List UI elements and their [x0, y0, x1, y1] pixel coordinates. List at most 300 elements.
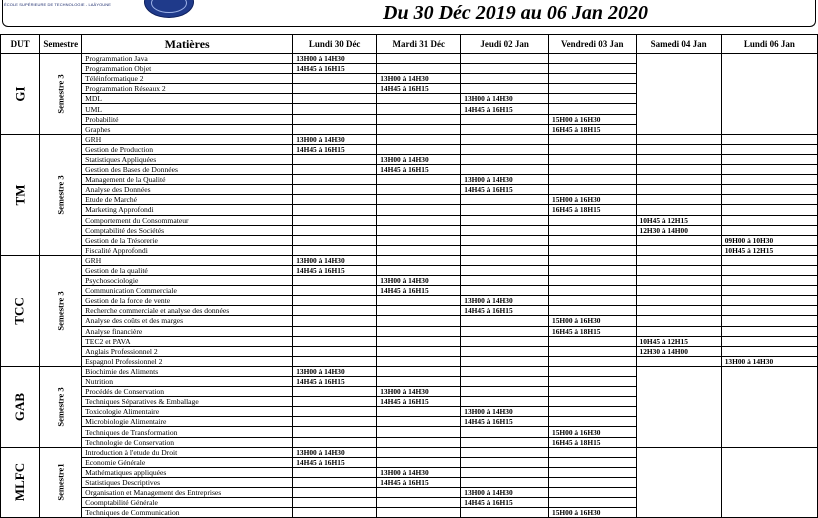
exam-slot: 14H45 à 16H15	[293, 457, 377, 467]
dut-name: GI	[12, 86, 28, 102]
subject-cell: GRH	[82, 255, 293, 265]
semestre-label	[40, 134, 82, 255]
empty-slot	[293, 467, 377, 477]
empty-slot	[461, 144, 549, 154]
semestre-name: Semestre 3	[55, 74, 66, 114]
schedule-table	[0, 34, 818, 518]
dut-label	[1, 54, 40, 135]
empty-slot	[461, 397, 549, 407]
empty-slot	[377, 265, 461, 275]
table-row	[1, 144, 818, 154]
empty-slot	[293, 205, 377, 215]
empty-slot	[549, 185, 636, 195]
empty-slot	[293, 185, 377, 195]
empty-day-block	[636, 447, 721, 518]
exam-slot: 14H45 à 16H15	[293, 265, 377, 275]
col-matieres: Matières	[82, 35, 293, 54]
empty-slot	[293, 215, 377, 225]
table-row	[1, 336, 818, 346]
empty-slot	[721, 154, 817, 164]
subject-cell: Procédés de Conservation	[82, 387, 293, 397]
empty-slot	[549, 346, 636, 356]
school-name: ÉCOLE SUPÉRIEURE DE TECHNOLOGIE - LAÂYOUNE	[4, 2, 112, 7]
empty-slot	[549, 94, 636, 104]
empty-slot	[377, 346, 461, 356]
empty-slot	[549, 255, 636, 265]
table-row	[1, 134, 818, 144]
empty-slot	[549, 417, 636, 427]
empty-slot	[293, 397, 377, 407]
empty-slot	[293, 296, 377, 306]
table-row	[1, 185, 818, 195]
table-row	[1, 245, 818, 255]
table-row	[1, 296, 818, 306]
empty-slot	[377, 225, 461, 235]
exam-slot: 14H45 à 16H15	[293, 144, 377, 154]
exam-slot: 13H00 à 14H30	[377, 387, 461, 397]
empty-slot	[293, 508, 377, 518]
empty-slot	[636, 165, 721, 175]
empty-slot	[636, 205, 721, 215]
empty-slot	[293, 114, 377, 124]
empty-slot	[293, 498, 377, 508]
empty-slot	[377, 104, 461, 114]
exam-slot: 13H00 à 14H30	[293, 134, 377, 144]
semestre-label	[40, 255, 82, 366]
semestre-label	[40, 366, 82, 447]
empty-slot	[549, 306, 636, 316]
empty-slot	[636, 185, 721, 195]
empty-slot	[549, 276, 636, 286]
empty-slot	[549, 356, 636, 366]
exam-slot: 14H45 à 16H15	[293, 64, 377, 74]
empty-slot	[293, 195, 377, 205]
empty-slot	[549, 387, 636, 397]
empty-slot	[377, 255, 461, 265]
empty-slot	[549, 498, 636, 508]
empty-slot	[293, 175, 377, 185]
empty-slot	[549, 134, 636, 144]
empty-slot	[549, 457, 636, 467]
empty-slot	[461, 356, 549, 366]
subject-cell: Psychosociologie	[82, 276, 293, 286]
empty-slot	[636, 265, 721, 275]
table-row	[1, 265, 818, 275]
col-semestre: Semestre	[40, 35, 82, 54]
empty-slot	[461, 245, 549, 255]
empty-slot	[549, 165, 636, 175]
empty-slot	[293, 326, 377, 336]
exam-slot: 15H00 à 16H30	[549, 427, 636, 437]
empty-slot	[461, 205, 549, 215]
empty-slot	[549, 265, 636, 275]
empty-slot	[461, 437, 549, 447]
empty-slot	[377, 427, 461, 437]
empty-slot	[293, 356, 377, 366]
exam-slot: 14H45 à 16H15	[461, 306, 549, 316]
empty-slot	[721, 215, 817, 225]
table-row	[1, 286, 818, 296]
empty-slot	[293, 84, 377, 94]
dut-name: MLFC	[12, 463, 28, 502]
empty-slot	[549, 377, 636, 387]
semestre-name: Semestre1	[55, 463, 66, 502]
empty-slot	[461, 134, 549, 144]
empty-slot	[461, 387, 549, 397]
table-row	[1, 195, 818, 205]
subject-cell: Mathématiques appliquées	[82, 467, 293, 477]
exam-slot: 13H00 à 14H30	[293, 255, 377, 265]
empty-slot	[549, 245, 636, 255]
empty-slot	[377, 235, 461, 245]
empty-slot	[721, 336, 817, 346]
table-row	[1, 316, 818, 326]
empty-slot	[549, 235, 636, 245]
empty-slot	[549, 84, 636, 94]
subject-cell: Programmation Réseaux 2	[82, 84, 293, 94]
empty-slot	[461, 508, 549, 518]
empty-slot	[721, 326, 817, 336]
subject-cell: Economie Générale	[82, 457, 293, 467]
exam-slot: 13H00 à 14H30	[721, 356, 817, 366]
col-day: Samedi 04 Jan	[636, 35, 721, 54]
exam-slot: 13H00 à 14H30	[461, 488, 549, 498]
empty-slot	[377, 377, 461, 387]
empty-slot	[636, 175, 721, 185]
subject-cell: Etude de Marché	[82, 195, 293, 205]
empty-slot	[461, 265, 549, 275]
empty-slot	[636, 316, 721, 326]
subject-cell: GRH	[82, 134, 293, 144]
exam-slot: 13H00 à 14H30	[461, 407, 549, 417]
table-row	[1, 447, 818, 457]
semestre-name: Semestre 3	[55, 291, 66, 331]
exam-slot: 16H45 à 18H15	[549, 437, 636, 447]
empty-slot	[721, 265, 817, 275]
exam-slot: 12H30 à 14H00	[636, 225, 721, 235]
table-row	[1, 346, 818, 356]
dut-label	[1, 255, 40, 366]
exam-slot: 10H45 à 12H15	[721, 245, 817, 255]
empty-slot	[721, 185, 817, 195]
empty-slot	[461, 477, 549, 487]
table-row	[1, 326, 818, 336]
exam-slot: 15H00 à 16H30	[549, 316, 636, 326]
exam-slot: 14H45 à 16H15	[377, 397, 461, 407]
header-row	[1, 35, 818, 54]
empty-slot	[293, 154, 377, 164]
exam-slot: 15H00 à 16H30	[549, 195, 636, 205]
empty-day-block	[721, 366, 817, 447]
empty-slot	[636, 195, 721, 205]
empty-slot	[549, 467, 636, 477]
table-row	[1, 165, 818, 175]
empty-slot	[293, 245, 377, 255]
empty-slot	[461, 255, 549, 265]
exam-slot: 14H45 à 16H15	[461, 104, 549, 114]
col-day: Jeudi 02 Jan	[461, 35, 549, 54]
empty-slot	[636, 245, 721, 255]
subject-cell: Téléinformatique 2	[82, 74, 293, 84]
empty-slot	[461, 467, 549, 477]
table-row	[1, 54, 818, 64]
subject-cell: Toxicologie Alimentaire	[82, 407, 293, 417]
empty-slot	[293, 427, 377, 437]
empty-slot	[461, 154, 549, 164]
empty-slot	[377, 54, 461, 64]
empty-slot	[461, 64, 549, 74]
dut-name: TM	[12, 184, 28, 206]
subject-cell: Anglais Professionnel 2	[82, 346, 293, 356]
empty-slot	[293, 306, 377, 316]
empty-slot	[721, 134, 817, 144]
subject-cell: Organisation et Management des Entreprises	[82, 488, 293, 498]
empty-slot	[377, 326, 461, 336]
subject-cell: Analyse des Données	[82, 185, 293, 195]
exam-slot: 13H00 à 14H30	[461, 94, 549, 104]
empty-slot	[549, 104, 636, 114]
subject-cell: Probabilité	[82, 114, 293, 124]
subject-cell: Comportement du Consommateur	[82, 215, 293, 225]
dut-label	[1, 366, 40, 447]
empty-slot	[461, 215, 549, 225]
empty-slot	[377, 366, 461, 376]
empty-slot	[461, 457, 549, 467]
empty-slot	[377, 215, 461, 225]
empty-slot	[461, 84, 549, 94]
empty-slot	[377, 306, 461, 316]
subject-cell: Techniques de Transformation	[82, 427, 293, 437]
empty-slot	[293, 225, 377, 235]
subject-cell: TEC2 et PAVA	[82, 336, 293, 346]
table-row	[1, 225, 818, 235]
subject-cell: Statistiques Descriptives	[82, 477, 293, 487]
subject-cell: Comptabilité des Sociétés	[82, 225, 293, 235]
empty-slot	[461, 114, 549, 124]
empty-slot	[377, 64, 461, 74]
subject-cell: Gestion de la Trésorerie	[82, 235, 293, 245]
empty-slot	[549, 477, 636, 487]
empty-slot	[549, 154, 636, 164]
col-day: Lundi 06 Jan	[721, 35, 817, 54]
exam-slot: 16H45 à 18H15	[549, 124, 636, 134]
dut-label	[1, 134, 40, 255]
empty-slot	[549, 397, 636, 407]
empty-slot	[377, 296, 461, 306]
empty-slot	[549, 286, 636, 296]
empty-slot	[293, 74, 377, 84]
subject-cell: Fiscalité Approfondi	[82, 245, 293, 255]
empty-slot	[377, 175, 461, 185]
empty-slot	[721, 165, 817, 175]
col-day: Lundi 30 Déc	[293, 35, 377, 54]
subject-cell: UML	[82, 104, 293, 114]
empty-slot	[461, 427, 549, 437]
empty-slot	[549, 74, 636, 84]
empty-slot	[636, 286, 721, 296]
empty-slot	[461, 74, 549, 84]
subject-cell: Management de la Qualité	[82, 175, 293, 185]
empty-slot	[721, 346, 817, 356]
empty-slot	[549, 225, 636, 235]
empty-slot	[549, 54, 636, 64]
table-row	[1, 306, 818, 316]
empty-slot	[377, 144, 461, 154]
empty-slot	[549, 407, 636, 417]
empty-slot	[377, 356, 461, 366]
subject-cell: Technologie de Conservation	[82, 437, 293, 447]
semestre-label	[40, 54, 82, 135]
subject-cell: Graphes	[82, 124, 293, 134]
page-header	[0, 0, 818, 34]
exam-slot: 10H45 à 12H15	[636, 336, 721, 346]
empty-slot	[549, 336, 636, 346]
empty-slot	[636, 255, 721, 265]
table-row	[1, 205, 818, 215]
table-row	[1, 366, 818, 376]
table-row	[1, 276, 818, 286]
exam-slot: 12H30 à 14H00	[636, 346, 721, 356]
empty-slot	[721, 175, 817, 185]
empty-slot	[549, 64, 636, 74]
empty-slot	[721, 225, 817, 235]
col-dut: DUT	[1, 35, 40, 54]
empty-slot	[377, 417, 461, 427]
subject-cell: Analyse financière	[82, 326, 293, 336]
empty-slot	[721, 296, 817, 306]
subject-cell: Communication Commerciale	[82, 286, 293, 296]
empty-day-block	[721, 54, 817, 135]
empty-slot	[461, 276, 549, 286]
empty-slot	[293, 276, 377, 286]
empty-slot	[293, 104, 377, 114]
subject-cell: Statistiques Appliquées	[82, 154, 293, 164]
empty-slot	[293, 407, 377, 417]
empty-slot	[461, 346, 549, 356]
exam-slot: 13H00 à 14H30	[377, 276, 461, 286]
empty-slot	[549, 296, 636, 306]
empty-slot	[721, 276, 817, 286]
semestre-name: Semestre 3	[55, 175, 66, 215]
empty-slot	[636, 326, 721, 336]
empty-slot	[461, 447, 549, 457]
subject-cell: Nutrition	[82, 377, 293, 387]
empty-slot	[293, 165, 377, 175]
empty-day-block	[636, 54, 721, 135]
empty-slot	[461, 316, 549, 326]
exam-slot: 13H00 à 14H30	[461, 296, 549, 306]
empty-slot	[377, 498, 461, 508]
empty-slot	[377, 114, 461, 124]
empty-slot	[293, 286, 377, 296]
subject-cell: Gestion de la qualité	[82, 265, 293, 275]
exam-slot: 16H45 à 18H15	[549, 205, 636, 215]
exam-slot: 13H00 à 14H30	[377, 74, 461, 84]
col-day: Vendredi 03 Jan	[549, 35, 636, 54]
table-row	[1, 235, 818, 245]
empty-slot	[293, 488, 377, 498]
col-day: Mardi 31 Déc	[377, 35, 461, 54]
empty-slot	[636, 356, 721, 366]
table-row	[1, 175, 818, 185]
empty-slot	[377, 124, 461, 134]
exam-slot: 14H45 à 16H15	[461, 498, 549, 508]
empty-slot	[721, 195, 817, 205]
semestre-name: Semestre 3	[55, 387, 66, 427]
exam-slot: 16H45 à 18H15	[549, 326, 636, 336]
empty-slot	[636, 154, 721, 164]
table-row	[1, 255, 818, 265]
subject-cell: Techniques de Communication	[82, 508, 293, 518]
empty-slot	[377, 336, 461, 346]
exam-slot: 14H45 à 16H15	[377, 84, 461, 94]
empty-slot	[636, 276, 721, 286]
empty-slot	[461, 225, 549, 235]
empty-slot	[636, 296, 721, 306]
subject-cell: MDL	[82, 94, 293, 104]
empty-slot	[461, 54, 549, 64]
empty-slot	[721, 316, 817, 326]
empty-slot	[377, 447, 461, 457]
exam-slot: 13H00 à 14H30	[377, 467, 461, 477]
empty-slot	[549, 488, 636, 498]
empty-slot	[461, 124, 549, 134]
exam-schedule	[0, 34, 818, 518]
empty-slot	[293, 94, 377, 104]
exam-slot: 10H45 à 12H15	[636, 215, 721, 225]
subject-cell: Techniques Séparatives & Emballage	[82, 397, 293, 407]
empty-slot	[293, 336, 377, 346]
subject-cell: Introduction à l'etude du Droit	[82, 447, 293, 457]
subject-cell: Programmation Java	[82, 54, 293, 64]
empty-slot	[721, 286, 817, 296]
subject-cell: Coomptabilité Générale	[82, 498, 293, 508]
exam-slot: 14H45 à 16H15	[377, 286, 461, 296]
empty-slot	[461, 165, 549, 175]
subject-cell: Espagnol Professionnel 2	[82, 356, 293, 366]
semestre-label	[40, 447, 82, 518]
subject-cell: Gestion de Production	[82, 144, 293, 154]
empty-slot	[377, 134, 461, 144]
empty-slot	[461, 336, 549, 346]
empty-slot	[461, 195, 549, 205]
exam-slot: 15H00 à 16H30	[549, 114, 636, 124]
empty-slot	[377, 437, 461, 447]
empty-slot	[377, 94, 461, 104]
empty-slot	[636, 144, 721, 154]
exam-slot: 14H45 à 16H15	[377, 165, 461, 175]
dut-name: GAB	[12, 392, 28, 421]
empty-slot	[461, 286, 549, 296]
empty-slot	[293, 235, 377, 245]
subject-cell: Biochimie des Aliments	[82, 366, 293, 376]
empty-slot	[549, 366, 636, 376]
empty-slot	[293, 387, 377, 397]
subject-cell: Recherche commerciale et analyse des données	[82, 306, 293, 316]
empty-slot	[721, 306, 817, 316]
empty-slot	[636, 306, 721, 316]
empty-day-block	[636, 366, 721, 447]
empty-slot	[461, 235, 549, 245]
subject-cell: Programmation Objet	[82, 64, 293, 74]
empty-slot	[293, 316, 377, 326]
empty-slot	[377, 205, 461, 215]
empty-slot	[377, 316, 461, 326]
empty-slot	[549, 447, 636, 457]
exam-slot: 13H00 à 14H30	[293, 54, 377, 64]
empty-slot	[293, 417, 377, 427]
empty-slot	[549, 144, 636, 154]
